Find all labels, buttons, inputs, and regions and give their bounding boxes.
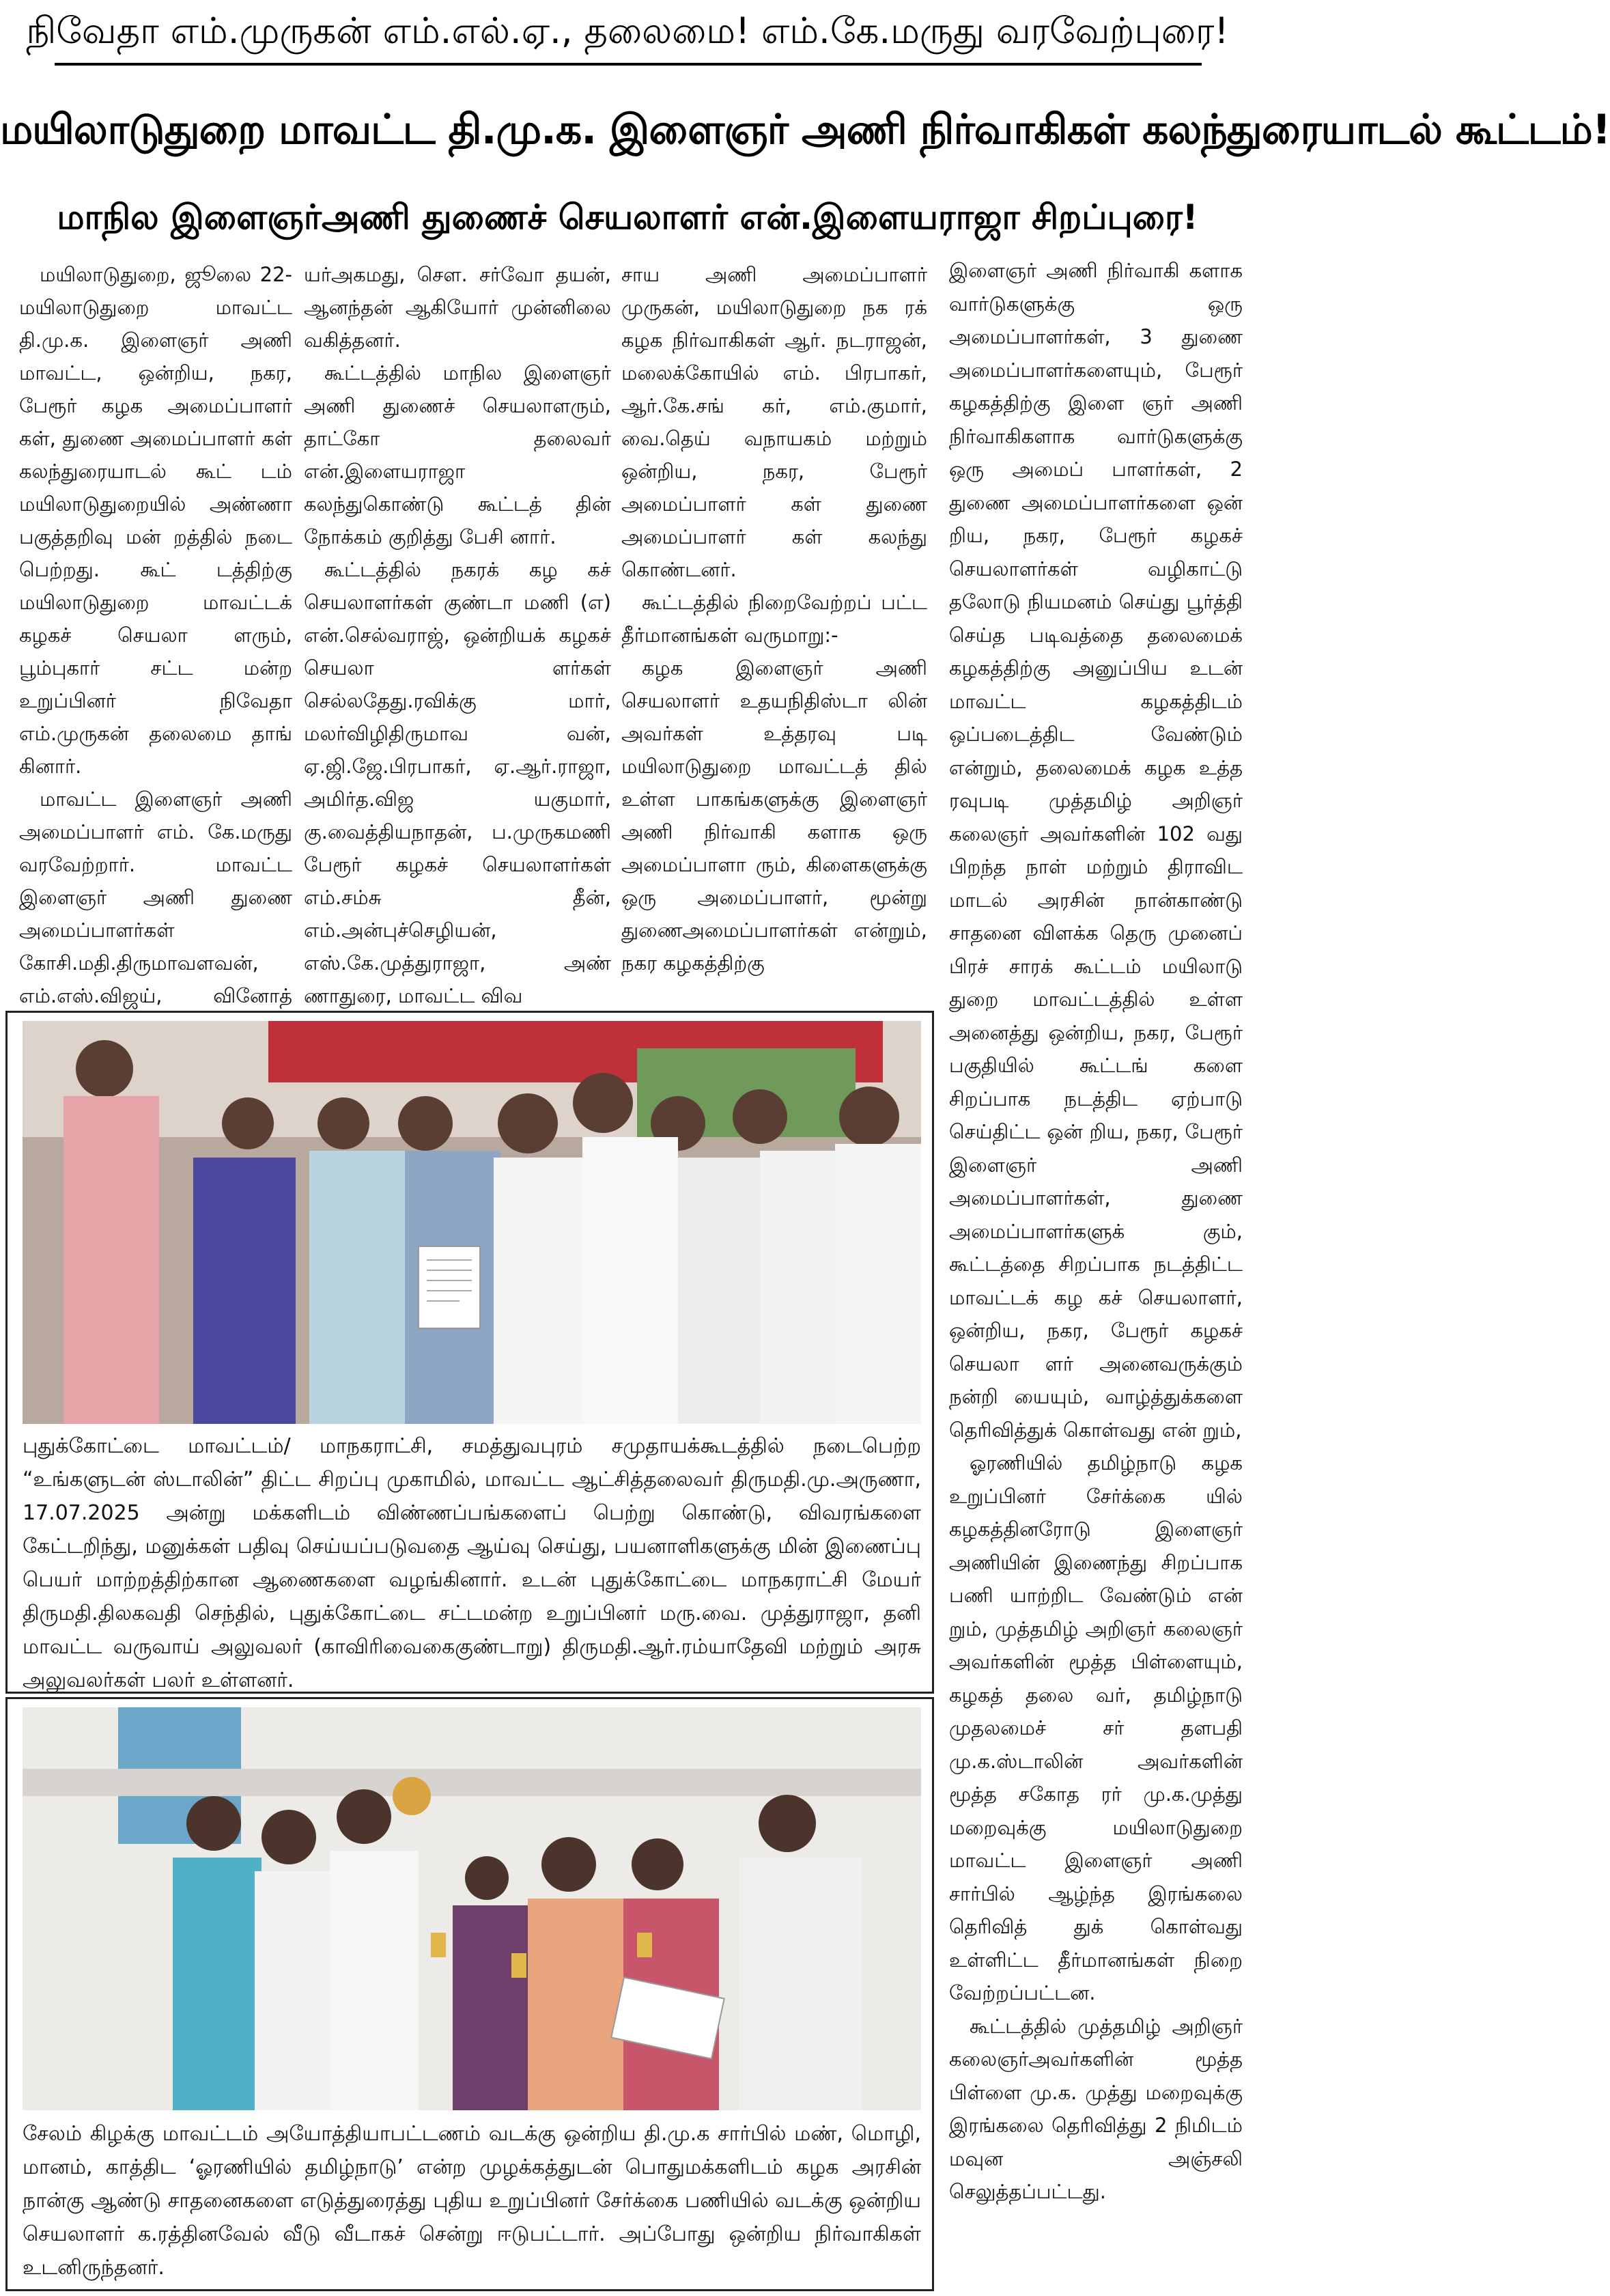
paragraph: இளைஞர் அணி நிர்வாகி களாக வார்டுகளுக்கு ஒரு அமைப்பாளர்கள், 3 துணை அமைப்பாளர்களையும், பேரூர் கழகத்திற்கு இளை ஞர் அணி நிர்வாகிகளாக வார்டுகளுக்கு ஒரு அமைப் பாளர்கள், 2 துணை அமைப்பாளர்களை ஒன் றிய, நகர, பேரூர் கழகச் செயலாளர்கள் வழிகாட்டு தலோடு நியமனம் செய்து பூர்த்தி செய்த படிவத்தை தலைமைக் கழகத்திற்கு அனுப்பிய உடன் மாவட்ட கழகத்திடம் ஒப்படைத்திட வேண்டும் என்றும், தலைமைக் கழக உத்த ரவுபடி முத்தமிழ் அறிஞர் கலைஞர் அவர்களின் 102 வது பிறந்த நாள் மற்றும் திராவிட மாடல் அரசின் நான்காண்டு சாதனை விளக்க தெரு முனைப் பிரச் சாரக் கூட்டம் மயிலாடு துறை மாவட்டத்தில் உள்ள அனைத்து ஒன்றிய, நகர, பேரூர் பகுதியில் கூட்டங் களை சிறப்பாக நடத்திட ஏற்பாடு செய்திட்ட ஒன் றிய, நகர, பேரூர் இளைஞர் அணி அமைப்பாளர்கள், துணை அமைப்பாளர்களுக் கும், கூட்டத்தை சிறப்பாக நடத்திட்ட மாவட்டக் கழ கச் செயலாளர், ஒன்றிய, நகர, பேரூர் கழகச் செயலா ளர் அனைவருக்கும் நன்றி யையும், வாழ்த்துக்களை தெரிவித்துக் கொள்வது என் றும், bbox=[949, 259, 1243, 1442]
paragraph: கூட்டத்தில் நிறைவேற்றப் பட்ட தீர்மானங்கள் வருமாறு:- bbox=[621, 591, 927, 647]
article-column-4 bbox=[949, 254, 1243, 2209]
photo-box-pudukkottai bbox=[5, 1011, 934, 1694]
paragraph: மயிலாடுதுறை, ஜூலை 22- மயிலாடுதுறை மாவட்ட தி.மு.க. இளைஞர் அணி மாவட்ட, ஒன்றிய, நகர, பேரூர் கழக அமைப்பாளர் கள், துணை அமைப்பாளர் கள் கலந்துரையாடல் கூட் டம் மயிலாடுதுறையில் அண்ணா பகுத்தறிவு மன் றத்தில் நடை பெற்றது. கூட் டத்திற்கு மயிலாடுதுறை மாவட்டக் கழகச் செயலா ளரும், பூம்புகார் சட்ட மன்ற உறுப்பினர் நிவேதா எம்.முருகன் தலைமை தாங் கினார். bbox=[19, 263, 292, 778]
article-column-2 bbox=[304, 258, 611, 1012]
article-column-1 bbox=[19, 258, 292, 1045]
sub-headline: மாநில இளைஞர்அணி துணைச் செயலாளர் என்.இளையராஜா சிறப்புரை! bbox=[57, 197, 1198, 237]
group-photo-illustration bbox=[23, 1707, 921, 2110]
photo-caption: புதுக்கோட்டை மாவட்டம்/ மாநகராட்சி, சமத்துவபுரம் சமுதாயக்கூடத்தில் நடைபெற்ற “உங்களுடன் ஸ்டாலின்” திட்ட சிறப்பு முகாமில், மாவட்ட ஆட்சித்தலைவர் திருமதி.மு.அருணா, 17.07.2025 அன்று மக்களிடம் விண்ணப்பங்களைப் பெற்று கொண்டு, விவரங்களை கேட்டறிந்து, மனுக்கள் பதிவு செய்யப்படுவதை ஆய்வு செய்து, பயனாளிகளுக்கு மின் இணைப்பு பெயர் மாற்றத்திற்கான ஆணைகளை வழங்கினார். உடன் புதுக்கோட்டை மாநகராட்சி மேயர் திருமதி.திலகவதி செந்தில், புதுக்கோட்டை சட்டமன்ற உறுப்பினர் மரு.வை. முத்துராஜா, தனி மாவட்ட வருவாய் அலுவலர் (காவிரிவைகைகுண்டாறு) திருமதி.ஆர்.ரம்யாதேவி மற்றும் அரசு அலுவலர்கள் பலர் உள்ளனர். bbox=[23, 1434, 921, 1692]
main-headline: மயிலாடுதுறை மாவட்ட தி.மு.க. இளைஞர் அணி நிர்வாகிகள் கலந்துரையாடல் கூட்டம்! bbox=[0, 106, 1610, 154]
paragraph: யர்அகமது, செள. சர்வோ தயன், ஆனந்தன் ஆகியோர் முன்னிலை வகித்தனர். bbox=[304, 263, 611, 352]
photo-box-salem bbox=[5, 1697, 934, 2291]
paragraph: கழக இளைஞர் அணி செயலாளர் உதயநிதிஸ்டா லின் அவர்கள் உத்தரவு படி மயிலாடுதுறை மாவட்டத் தில் உள்ள பாகங்களுக்கு இளைஞர் அணி நிர்வாகி களாக ஒரு அமைப்பாளா ரும், கிளைகளுக்கு ஒரு அமைப்பாளர், மூன்று துணைஅமைப்பாளர்கள் என்றும், நகர கழகத்திற்கு bbox=[621, 656, 927, 975]
group-photo-illustration bbox=[23, 1021, 921, 1424]
paragraph: கூட்டத்தில் மாநில இளைஞர் அணி துணைச் செயலாளரும், தாட்கோ தலைவர் என்.இளையராஜா கலந்துகொண்டு கூட்டத் தின் நோக்கம் குறித்து பேசி னார். bbox=[304, 361, 611, 548]
kicker-underline bbox=[55, 63, 1202, 66]
kicker-headline: நிவேதா எம்.முருகன் எம்.எல்.ஏ., தலைமை! எம்.கே.மருது வரவேற்புரை! bbox=[26, 10, 1229, 52]
photo-caption: சேலம் கிழக்கு மாவட்டம் அயோத்தியாபட்டணம் வடக்கு ஒன்றிய தி.மு.க சார்பில் மண், மொழி, மானம், காத்திட ‘ஓரணியில் தமிழ்நாடு’ என்ற முழக்கத்துடன் பொதுமக்களிடம் கழக அரசின் நான்கு ஆண்டு சாதனைகளை எடுத்துரைத்து புதிய உறுப்பினர் சேர்க்கை பணியில் வடக்கு ஒன்றிய செயலாளர் க.ரத்தினவேல் வீடு வீடாகச் சென்று ஈடுபட்டார். அப்போது ஒன்றிய நிர்வாகிகள் உடனிருந்தனர். bbox=[23, 2122, 921, 2280]
paragraph: கூட்டத்தில் முத்தமிழ் அறிஞர் கலைஞர்அவர்களின் மூத்த பிள்ளை மு.க. முத்து மறைவுக்கு இரங்கலை தெரிவித்து 2 நிமிடம் மவுன அஞ்சலி செலுத்தப்பட்டது. bbox=[949, 2014, 1243, 2203]
article-column-3 bbox=[621, 258, 927, 979]
paragraph: மாவட்ட இளைஞர் அணி அமைப்பாளர் எம். கே.மருது வரவேற்றார். மாவட்ட இளைஞர் அணி துணை அமைப்பாளர்கள் கோசி.மதி.திருமாவளவன், எம்.எஸ்.விஜய், வினோத் bbox=[19, 787, 292, 1007]
paragraph: சாய அணி அமைப்பாளர் முருகன், மயிலாடுதுறை நக ரக் கழக நிர்வாகிகள் ஆர். நடராஜன், மலைக்கோயில் எம். பிரபாகர், ஆர்.கே.சங் கர், எம்.குமார், வை.தெய் வநாயகம் மற்றும் ஒன்றிய, நகர, பேரூர் அமைப்பாளர் கள் துணை அமைப்பாளர் கள் கலந்து கொண்டனர். bbox=[621, 263, 927, 581]
paragraph: கூட்டத்தில் நகரக் கழ கச் செயலாளர்கள் குண்டா மணி (எ) என்.செல்வராஜ், ஒன்றியக் கழகச் செயலா ளர்கள் செல்லதேது.ரவிக்கு மார், மலர்விழிதிருமாவ வன், ஏ.ஜி.ஜே.பிரபாகர், ஏ.ஆர்.ராஜா, அமிர்த.விஜ யகுமார், கு.வைத்தியநாதன், ப.முருகமணி பேரூர் கழகச் செயலாளர்கள் எம்.சம்சு தீன், எம்.அன்புச்செழியன், எஸ்.கே.முத்துராஜா, அண் ணாதுரை, மாவட்ட விவ bbox=[304, 558, 611, 1007]
event-photo bbox=[23, 1021, 921, 1424]
event-photo bbox=[23, 1707, 921, 2110]
paragraph: ஓரணியில் தமிழ்நாடு கழக உறுப்பினர் சேர்க்கை யில் கழகத்தினரோடு இளைஞர் அணியின் இணைந்து சிறப்பாக பணி யாற்றிட வேண்டும் என் றும், முத்தமிழ் அறிஞர் கலைஞர் அவர்களின் மூத்த பிள்ளையும், கழகத் தலை வர், தமிழ்நாடு முதலமைச் சர் தளபதி மு.க.ஸ்டாலின் அவர்களின் மூத்த சகோத ரர் மு.க.முத்து மறைவுக்கு மயிலாடுதுறை மாவட்ட இளைஞர் அணி சார்பில் ஆழ்ந்த இரங்கலை தெரிவித் துக் கொள்வது உள்ளிட்ட தீர்மானங்கள் நிறை வேற்றப்பட்டன. bbox=[949, 1451, 1243, 2004]
